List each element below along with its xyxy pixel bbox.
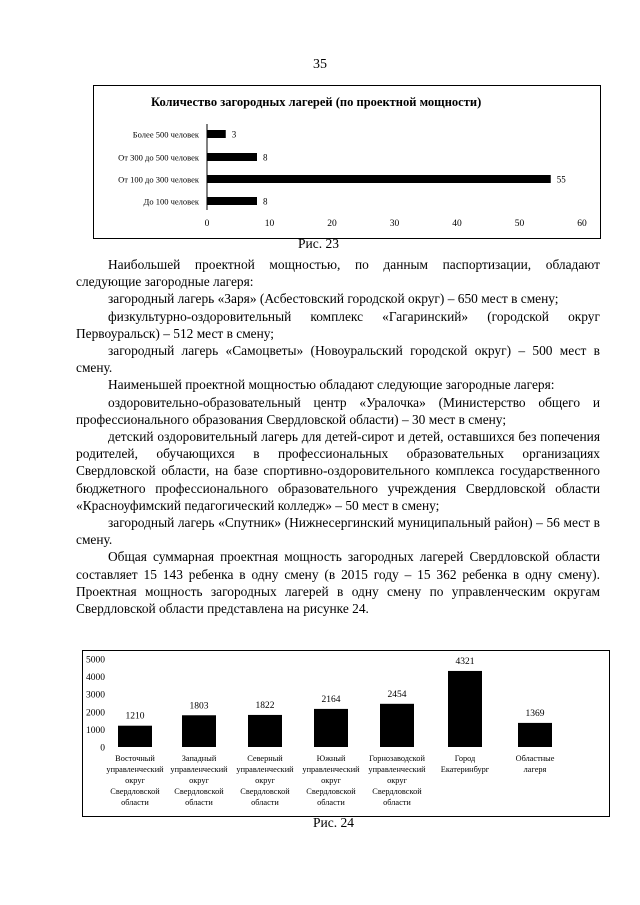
paragraph: загородный лагерь «Самоцветы» (Новоуральский городской округ) – 500 мест в смену. — [76, 343, 600, 376]
chart-24-category-label: Свердловской — [306, 787, 356, 796]
chart-24-category-label: Свердловской — [372, 787, 422, 796]
chart-24-bar — [118, 726, 152, 747]
paragraph: детский оздоровительный лагерь для детей-сирот и детей, оставшихся без попечения родителей, обучающихся в профессиональных образовательных организациях Свердловской области, на базе спортивно-оздоровительного комплекса государственного бюджетного профессионального образовательного учреждения Свердловской области «Красноуфимский педагогический колледж» – 50 мест в смену; — [76, 429, 600, 513]
chart-24-bar — [182, 715, 216, 747]
chart-23-category-label: Более 500 человек — [132, 129, 199, 140]
chart-24-y-tick-label: 5000 — [86, 655, 105, 666]
chart-24-value-label: 1369 — [525, 708, 545, 719]
chart-24-category-label: управленческий — [302, 765, 360, 774]
paragraph: загородный лагерь «Спутник» (Нижнесергинский муниципальный район) – 56 мест в смену. — [76, 515, 600, 548]
chart-24-category-label: округ — [255, 776, 275, 785]
chart-24-category-label: Екатеринбург — [440, 765, 490, 774]
paragraph: Наибольшей проектной мощностью, по данным паспортизации, обладают следующие загородные лагеря: — [76, 257, 600, 290]
chart-24-category-label: округ — [387, 776, 407, 785]
chart-24-category-label: Свердловской — [240, 787, 290, 796]
chart-24-category-label: управленческий — [236, 765, 294, 774]
chart-24-y-tick-label: 3000 — [86, 690, 105, 701]
chart-23-category-label: От 100 до 300 человек — [118, 174, 199, 185]
chart-24-bar — [518, 723, 552, 747]
paragraph: загородный лагерь «Заря» (Асбестовский городской округ) – 650 мест в смену; — [108, 291, 559, 307]
chart-24-category-label: Западный — [181, 754, 217, 763]
chart-24-category-label: округ — [321, 776, 341, 785]
chart-24-category-label: лагеря — [523, 765, 547, 774]
paragraph: физкультурно-оздоровительный комплекс «Гагаринский» (городской округ Первоуральск) – 512 мест в смену; — [76, 308, 600, 341]
paragraph: оздоровительно-образовательный центр «Уралочка» (Министерство общего и профессионального образования Свердловской области) – 30 мест в смену; — [76, 394, 600, 427]
chart-24-category-label: Город — [454, 754, 476, 763]
chart-24-category-label: области — [251, 798, 279, 807]
chart-23-x-tick-label: 40 — [452, 219, 462, 229]
chart-24-category-label: Горнозаводской — [369, 754, 425, 763]
figure-24-frame — [82, 650, 610, 817]
figure-24-caption: Рис. 24 — [313, 815, 354, 830]
chart-24-value-label: 1210 — [125, 711, 145, 722]
chart-23-x-tick-label: 10 — [264, 219, 275, 229]
chart-23-value-label: 8 — [263, 152, 268, 163]
chart-24-category-label: управленческий — [170, 765, 228, 774]
chart-24-category-label: области — [317, 798, 345, 807]
chart-24-value-label: 2454 — [387, 689, 407, 700]
chart-24-category-label: области — [383, 798, 411, 807]
chart-24-category-label: округ — [189, 776, 209, 785]
chart-23-value-label: 3 — [231, 129, 237, 140]
chart-24-category-label: Областные — [515, 754, 555, 763]
chart-24-bar — [314, 709, 348, 747]
chart-23-bar — [207, 153, 257, 161]
page-number: 35 — [313, 57, 327, 72]
figure-23-frame — [93, 85, 601, 239]
chart-23-svg — [94, 86, 600, 238]
chart-24-y-tick-label: 0 — [100, 743, 105, 754]
chart-24-category-label: Южный — [316, 754, 346, 763]
chart-23-x-tick-label: 30 — [389, 219, 400, 229]
chart-24-category-label: области — [121, 798, 149, 807]
body-text — [76, 256, 600, 617]
chart-23-x-tick-label: 20 — [327, 219, 337, 229]
chart-24-bar — [448, 671, 482, 747]
chart-23-bar — [207, 175, 551, 183]
chart-24-y-tick-label: 2000 — [86, 708, 105, 719]
chart-24-value-label: 1803 — [189, 701, 209, 712]
chart-23-value-label: 8 — [263, 196, 268, 207]
chart-24-value-label: 4321 — [455, 656, 475, 667]
chart-24-category-label: Северный — [247, 754, 283, 763]
figure-23-caption: Рис. 23 — [298, 236, 339, 251]
chart-23-title: Количество загородных лагерей (по проектной мощности) — [151, 95, 482, 109]
chart-23-category-label: До 100 человек — [143, 196, 199, 207]
chart-23-x-tick-label: 60 — [577, 219, 587, 229]
chart-24-bar — [248, 715, 282, 747]
chart-24-bar — [380, 704, 414, 747]
chart-23-bar — [207, 197, 257, 205]
chart-24-category-label: Свердловской — [174, 787, 224, 796]
chart-23-value-label: 55 — [556, 174, 566, 185]
chart-24-svg — [83, 651, 609, 816]
paragraph: Общая суммарная проектная мощность загородных лагерей Свердловской области составляет 15 143 ребенка в одну смену (в 2015 году – 15 362 ребенка в одну смену). Проектная мощность загородных лагерей в одну смену по управленческим округам Свердловской области представлена на рисунке 24. — [76, 549, 600, 617]
chart-23-category-label: От 300 до 500 человек — [118, 152, 199, 163]
paragraph: Наименьшей проектной мощностью обладают следующие загородные лагеря: — [108, 377, 555, 393]
chart-23-x-tick-label: 50 — [514, 219, 525, 229]
chart-24-category-label: управленческий — [106, 765, 164, 774]
chart-24-y-tick-label: 4000 — [86, 673, 105, 684]
chart-24-category-label: области — [185, 798, 213, 807]
chart-24-value-label: 1822 — [255, 700, 275, 711]
chart-24-y-tick-label: 1000 — [86, 725, 105, 736]
chart-24-category-label: Восточный — [115, 754, 155, 763]
chart-23-bar — [207, 130, 226, 138]
chart-23-x-tick-label: 0 — [204, 219, 210, 229]
chart-24-category-label: Свердловской — [110, 787, 160, 796]
chart-24-value-label: 2164 — [321, 694, 341, 705]
chart-24-category-label: округ — [125, 776, 145, 785]
chart-24-category-label: управленческий — [368, 765, 426, 774]
